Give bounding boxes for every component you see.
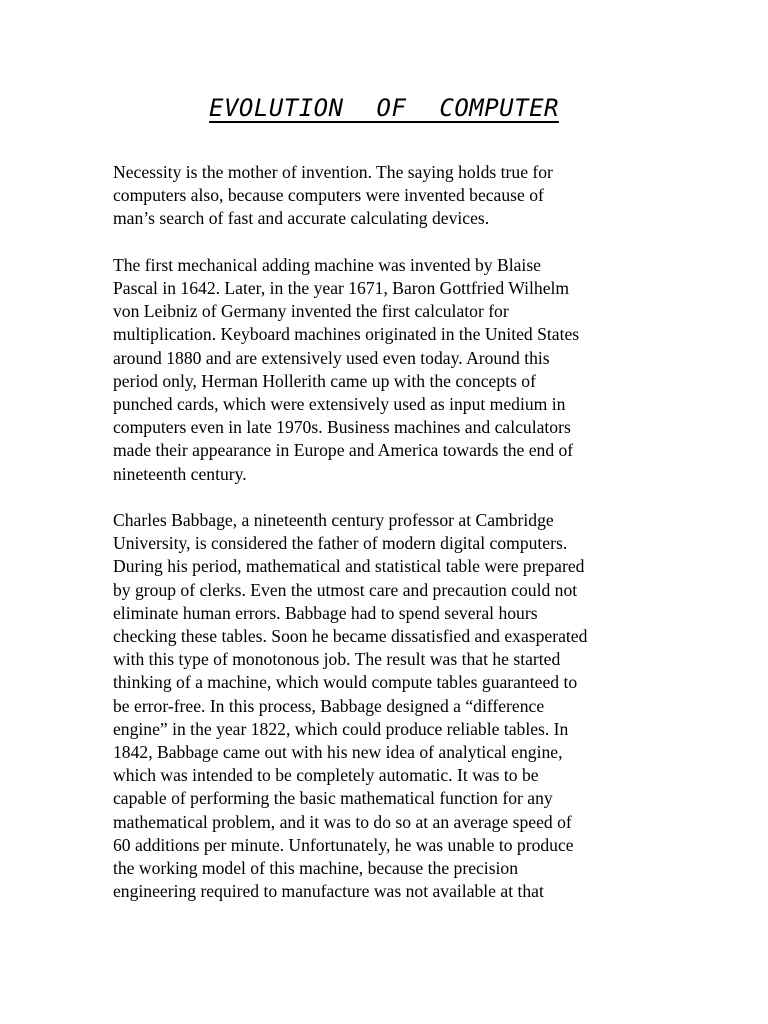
text-line: von Leibniz of Germany invented the first calculator for xyxy=(113,301,509,322)
text-line: capable of performing the basic mathematical function for any xyxy=(113,788,553,809)
text-line: The first mechanical adding machine was invented by Blaise xyxy=(113,254,541,275)
text-line: Necessity is the mother of invention. The saying holds true for xyxy=(113,162,553,182)
text-line: Pascal in 1642. Later, in the year 1671, Baron Gottfried Wilhelm xyxy=(113,278,570,298)
text-line: with this type of monotonous job. The result was that he started xyxy=(113,649,561,670)
text-line: computers also, because computers were invented because of xyxy=(113,185,544,206)
text-line: which was intended to be completely automatic. It was to be xyxy=(113,765,539,786)
text-line: 60 additions per minute. Unfortunately, he was unable to produce xyxy=(113,834,574,855)
text-line: engineering required to manufacture was not available at that xyxy=(113,881,544,902)
document-title: EVOLUTION OF COMPUTER xyxy=(209,94,559,122)
text-line: by group of clerks. Even the utmost care and precaution could not xyxy=(113,579,578,600)
text-line: University, is considered the father of modern digital computers. xyxy=(113,533,568,554)
text-line: man’s search of fast and accurate calculating devices. xyxy=(113,208,490,229)
text-line: mathematical problem, and it was to do so at an average speed of xyxy=(113,811,572,832)
text-line: be error-free. In this process, Babbage designed a “difference xyxy=(113,695,545,716)
text-line: thinking of a machine, which would compute tables guaranteed to xyxy=(113,672,578,693)
text-line: During his period, mathematical and statistical table were prepared xyxy=(113,556,585,577)
paragraph-3 xyxy=(113,509,673,903)
text-line: eliminate human errors. Babbage had to spend several hours xyxy=(113,602,538,623)
text-line: the working model of this machine, because the precision xyxy=(113,858,519,879)
text-line: nineteenth century. xyxy=(113,463,247,484)
paragraph-1 xyxy=(113,161,673,231)
text-line: period only, Herman Hollerith came up with the concepts of xyxy=(113,370,536,391)
paragraph-2 xyxy=(113,254,673,486)
text-line: checking these tables. Soon he became dissatisfied and exasperated xyxy=(113,626,588,647)
text-line: multiplication. Keyboard machines originated in the United States xyxy=(113,324,580,345)
text-line: around 1880 and are extensively used even today. Around this xyxy=(113,347,550,368)
text-line: 1842, Babbage came out with his new idea of analytical engine, xyxy=(113,742,563,763)
text-line: computers even in late 1970s. Business machines and calculators xyxy=(113,417,571,438)
document-body xyxy=(113,161,673,927)
text-line: engine” in the year 1822, which could produce reliable tables. In xyxy=(113,718,569,739)
text-line: Charles Babbage, a nineteenth century professor at Cambridge xyxy=(113,510,554,531)
text-line: punched cards, which were extensively used as input medium in xyxy=(113,394,566,415)
text-line: made their appearance in Europe and America towards the end of xyxy=(113,440,574,461)
